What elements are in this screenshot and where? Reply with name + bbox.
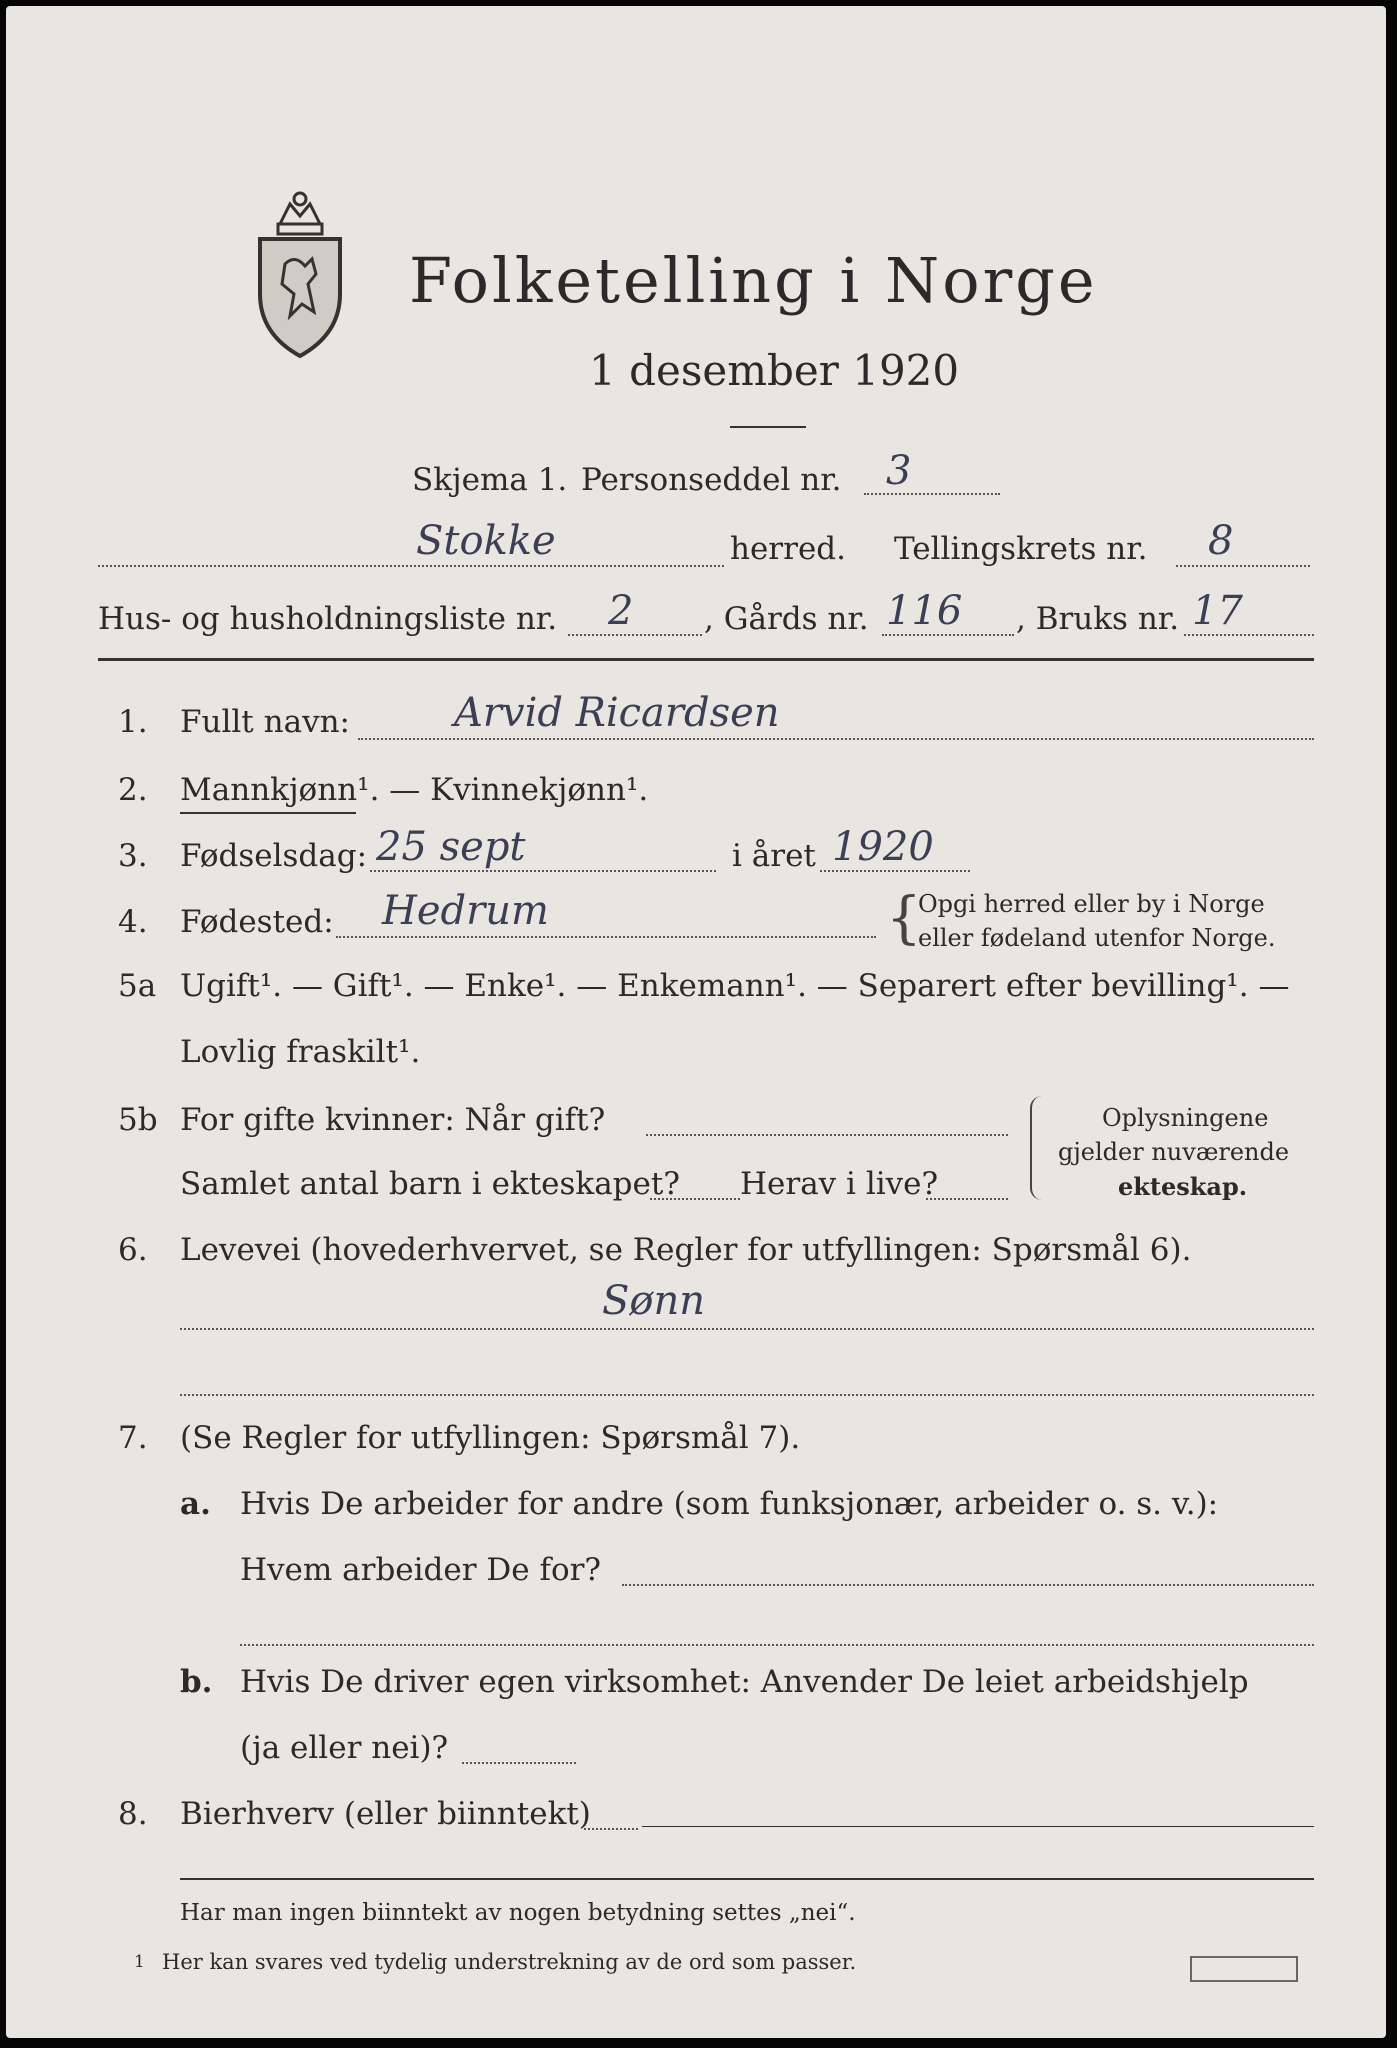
married-when-field[interactable] [646, 1134, 1008, 1136]
census-date: 1 desember 1920 [589, 346, 960, 395]
tellingskrets-label: Tellingskrets nr. [894, 531, 1148, 567]
footer-divider [180, 1878, 1314, 1880]
footnote: Her kan svares ved tydelig understrekning av de ord som passer. [162, 1950, 857, 1974]
personseddel-value[interactable]: 3 [886, 448, 912, 494]
sex-options: Mannkjønn¹. — Kvinnekjønn¹. [180, 772, 649, 808]
children-count-field[interactable] [650, 1198, 740, 1200]
full-name-value[interactable]: Arvid Ricardsen [454, 690, 780, 736]
side-income-field[interactable] [642, 1826, 1314, 1827]
husliste-value[interactable]: 2 [608, 588, 634, 634]
full-name-label: Fullt navn: [180, 704, 350, 740]
marriage-note-2: gjelder nuværende [1058, 1138, 1290, 1166]
question-number: 1. [118, 704, 148, 740]
birthplace-label: Fødested: [180, 904, 334, 940]
personseddel-label: Personseddel nr. [581, 462, 842, 498]
question-number: 7. [118, 1420, 148, 1456]
birthplace-value[interactable]: Hedrum [382, 888, 549, 934]
question-number: 5b [118, 1102, 158, 1138]
census-form-sheet [6, 6, 1386, 2038]
employer-label: Hvem arbeider De for? [240, 1552, 602, 1588]
herred-value[interactable]: Stokke [416, 518, 556, 564]
birthplace-note-1: Opgi herred eller by i Norge [918, 890, 1265, 918]
children-count-label: Samlet antal barn i ekteskapet? [180, 1166, 680, 1202]
brace: { [886, 886, 922, 951]
hired-help-field[interactable] [462, 1762, 576, 1764]
schema-label: Skjema 1. [412, 462, 568, 498]
husliste-label: Hus- og husholdningsliste nr. [98, 601, 558, 637]
section-divider [98, 658, 1314, 661]
own-business-question: Hvis De driver egen virksomhet: Anvender De leiet arbeidshjelp [240, 1664, 1249, 1700]
marriage-note-1: Oplysningene [1102, 1104, 1269, 1132]
birthdate-label: Fødselsdag: [180, 838, 368, 874]
birth-year-value[interactable]: 1920 [832, 824, 934, 870]
birthplace-note-2: eller fødeland utenfor Norge. [918, 924, 1276, 952]
birthdate-value[interactable]: 25 sept [376, 824, 526, 870]
footer-note: Har man ingen biinntekt av nogen betydning settes „nei“. [180, 1900, 856, 1926]
herred-label: herred. [730, 531, 846, 567]
title-divider [730, 426, 806, 428]
birth-year-label: i året [732, 838, 816, 874]
question-number: 3. [118, 838, 148, 874]
sex-underline [180, 812, 356, 814]
question-number: 4. [118, 904, 148, 940]
bracket [1030, 1096, 1046, 1200]
footnote-mark: 1 [134, 1952, 145, 1972]
q7a-letter: a. [180, 1486, 211, 1522]
form-title: Folketelling i Norge [409, 244, 1098, 317]
question-number: 5a [118, 968, 157, 1004]
marital-status-options: Ugift¹. — Gift¹. — Enke¹. — Enkemann¹. — Separert efter bevilling¹. — [180, 968, 1290, 1004]
printer-stamp [1190, 1956, 1298, 1982]
married-when-label: For gifte kvinner: Når gift? [180, 1102, 606, 1138]
employer-question: Hvis De arbeider for andre (som funksjonær, arbeider o. s. v.): [240, 1486, 1219, 1522]
gards-value[interactable]: 116 [886, 588, 963, 634]
marriage-note-3: ekteskap. [1118, 1172, 1248, 1201]
q7b-letter: b. [180, 1664, 213, 1700]
hired-help-label: (ja eller nei)? [240, 1730, 449, 1766]
bruks-value[interactable]: 17 [1192, 588, 1243, 634]
occupation-value[interactable]: Sønn [602, 1278, 706, 1324]
bruks-label: , Bruks nr. [1016, 601, 1180, 637]
q7-label: (Se Regler for utfyllingen: Spørsmål 7). [180, 1420, 801, 1456]
marital-status-options-2: Lovlig fraskilt¹. [180, 1034, 421, 1070]
question-number: 8. [118, 1796, 148, 1832]
children-alive-field[interactable] [926, 1198, 1008, 1200]
question-number: 2. [118, 772, 148, 808]
side-income-label: Bierhverv (eller biinntekt) [180, 1796, 591, 1832]
question-number: 6. [118, 1232, 148, 1268]
gards-label: , Gårds nr. [704, 601, 869, 637]
occupation-label: Levevei (hovederhvervet, se Regler for utfyllingen: Spørsmål 6). [180, 1232, 1192, 1268]
tellingskrets-value[interactable]: 8 [1208, 518, 1234, 564]
children-alive-label: Herav i live? [740, 1166, 939, 1202]
employer-field[interactable] [622, 1584, 1314, 1586]
coat-of-arms-icon [250, 184, 350, 364]
